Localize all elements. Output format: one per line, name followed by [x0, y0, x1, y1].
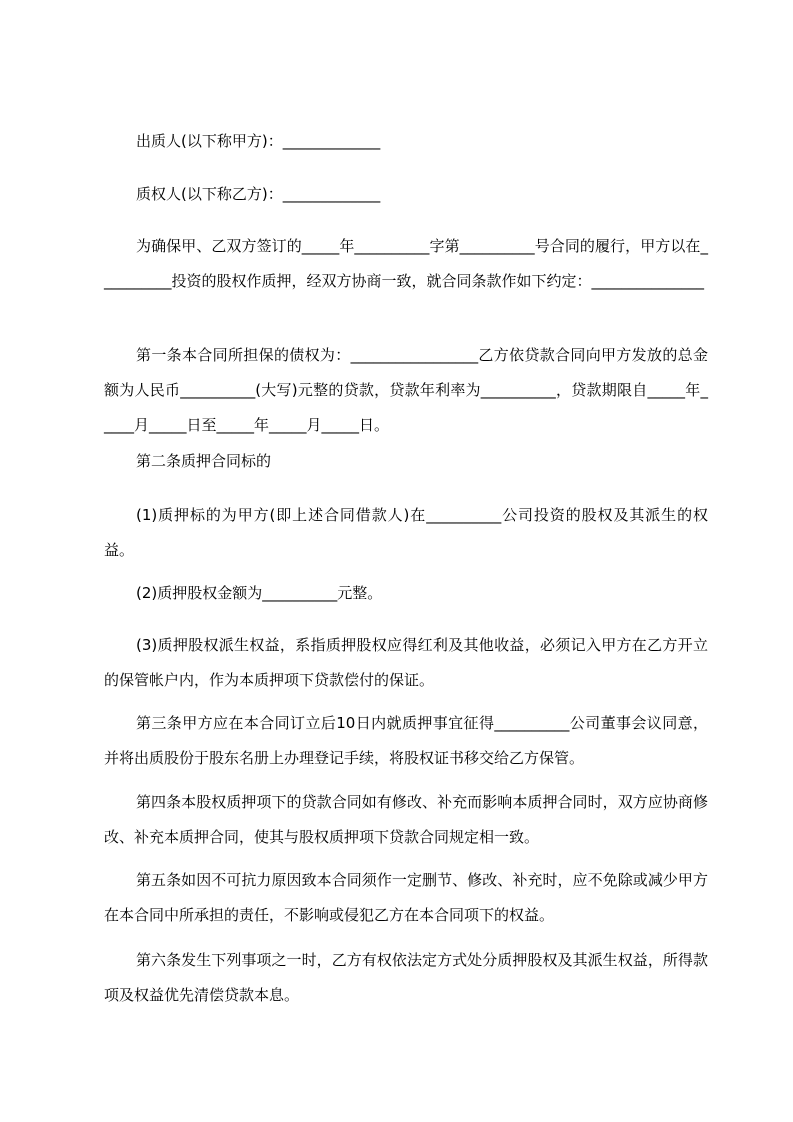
preamble-paragraph: 为确保甲、乙双方签订的_____年__________字第__________号合同的履行，甲方以在__________投资的股权作质押，经双方协商一致，就合同条款作如下约定：_______________	[104, 237, 708, 290]
article-6-paragraph: 第六条发生下列事项之一时，乙方有权依法定方式处分质押股权及其派生权益，所得款项及权益优先清偿贷款本息。	[104, 951, 708, 1004]
article-2-item-3: (3)质押股权派生权益，系指质押股权应得红利及其他收益，必须记入甲方在乙方开立的保管帐户内，作为本质押项下贷款偿付的保证。	[104, 636, 708, 689]
article-1-paragraph: 第一条本合同所担保的债权为：_________________乙方依贷款合同向甲方发放的总金额为人民币__________(大写)元整的贷款，贷款年利率为__________，贷款期限自_____年_____月_____日至_____年_____月_____日。	[104, 346, 708, 434]
article-2-item-1: (1)质押标的为甲方(即上述合同借款人)在__________公司投资的股权及其派生的权益。	[104, 506, 708, 559]
pledgor-line: 出质人(以下称甲方)：_____________	[136, 132, 381, 150]
article-2-item-2: (2)质押股权金额为__________元整。	[136, 584, 383, 602]
article-5-paragraph: 第五条如因不可抗力原因致本合同须作一定删节、修改、补充时，应不免除或减少甲方在本合同中所承担的责任，不影响或侵犯乙方在本合同项下的权益。	[104, 871, 708, 924]
article-3-paragraph: 第三条甲方应在本合同订立后10日内就质押事宜征得__________公司董事会议同意，并将出质股份于股东名册上办理登记手续，将股权证书移交给乙方保管。	[104, 714, 708, 767]
pledgee-line: 质权人(以下称乙方)：_____________	[136, 185, 381, 203]
article-4-paragraph: 第四条本股权质押项下的贷款合同如有修改、补充而影响本质押合同时，双方应协商修改、补充本质押合同，使其与股权质押项下贷款合同规定相一致。	[104, 793, 708, 846]
article-2-heading: 第二条质押合同标的	[136, 452, 272, 470]
